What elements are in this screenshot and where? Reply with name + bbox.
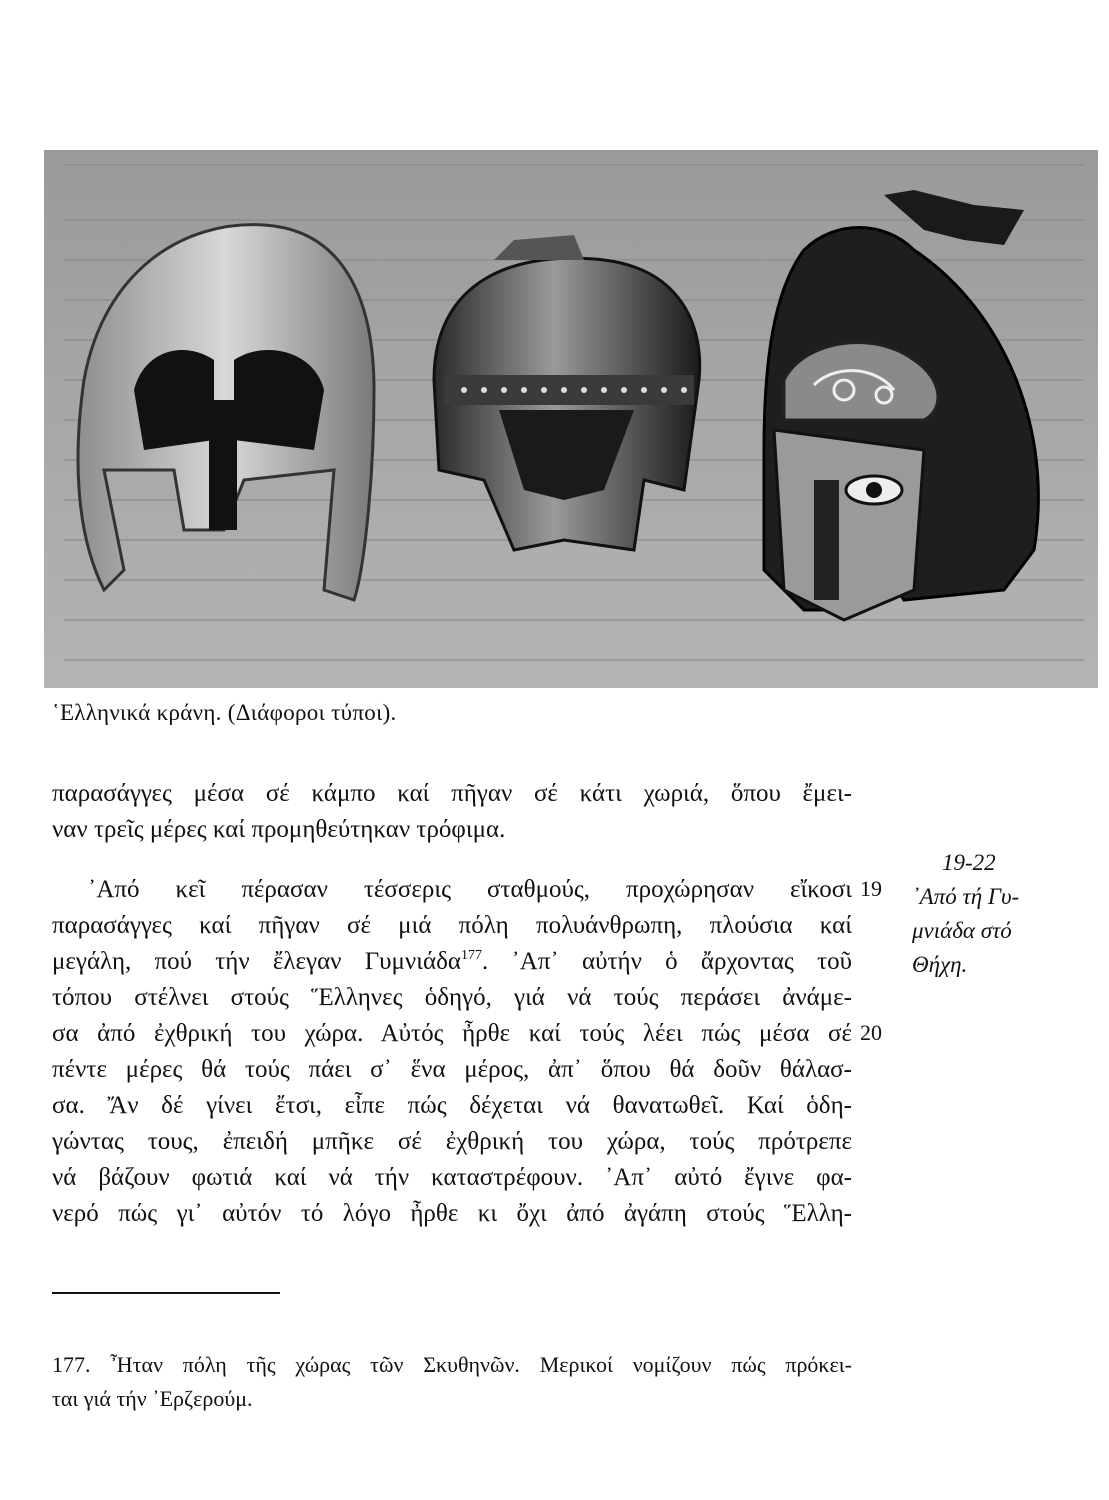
- paragraph-main: [52, 872, 852, 1232]
- text-line: ᾿Από κεῖ πέρασαν τέσσερις σταθμούς, προχώρησαν εἴκοσι: [88, 876, 852, 903]
- text-line: γώντας τους, ἐπειδή μπῆκε σέ ἐχθρική του χώρα, τούς πρότρεπε: [52, 1128, 852, 1155]
- text-line: σα. Ἄν δέ γίνει ἔτσι, εἶπε πώς δέχεται νά θανατωθεῖ. Καί ὁδη-: [52, 1092, 852, 1119]
- footnote-line: ται γιά τήν ᾿Ερζερούμ.: [52, 1386, 253, 1411]
- footnote-line: 177. Ἦταν πόλη τῆς χώρας τῶν Σκυθηνῶν. Μερικοί νομίζουν πώς πρόκει-: [52, 1352, 852, 1377]
- text-line: νερό πώς γι᾿ αὐτόν τό λόγο ἦρθε κι ὄχι ἀπό ἀγάπη στούς Ἕλλη-: [52, 1200, 852, 1227]
- margin-note-range: 19-22: [942, 850, 996, 875]
- text-line: πέντε μέρες θά τούς πάει σ᾿ ἕνα μέρος, ἀπ᾿ ὅπου θά δοῦν θάλασ-: [52, 1056, 852, 1083]
- text-line: παρασάγγες καί πῆγαν σέ μιά πόλη πολυάνθρωπη, πλούσια καί: [52, 912, 852, 939]
- text-line: νά βάζουν φωτιά καί νά τήν καταστρέφουν. ᾿Απ᾿ αὐτό ἔγινε φα-: [52, 1164, 852, 1191]
- paragraph-continuation: [52, 776, 852, 848]
- text-line: τόπου στέλνει στούς Ἕλληνες ὁδηγό, γιά νά τούς περάσει ἀνάμε-: [52, 984, 852, 1011]
- line-number-19: 19: [860, 876, 882, 901]
- footnote-divider: [52, 1292, 280, 1294]
- text-line: ναν τρεῖς μέρες καί προμηθεύτηκαν τρόφιμα.: [52, 816, 506, 843]
- helmets-illustration: [44, 150, 1098, 688]
- helmets-figure: [44, 150, 1098, 688]
- margin-note-line: ᾿Από τή Γυ-: [912, 884, 1020, 909]
- margin-note-line: Θήχη.: [912, 952, 968, 977]
- text-line: [52, 944, 852, 980]
- text-segment: μεγάλη, πού τήν ἔλεγαν Γυμνιάδα: [52, 948, 461, 975]
- footnote: [52, 1348, 852, 1416]
- margin-note-line: μνιάδα στό: [912, 918, 1012, 943]
- text-segment: . ᾿Απ᾿ αὐτήν ὁ ἄρχοντας τοῦ: [481, 948, 852, 975]
- margin-note: [912, 846, 1072, 982]
- footnote-ref: 177: [460, 948, 482, 963]
- text-line: παρασάγγες μέσα σέ κάμπο καί πῆγαν σέ κάτι χωριά, ὅπου ἔμει-: [52, 780, 852, 807]
- text-line: σα ἀπό ἐχθρική του χώρα. Αὐτός ἦρθε καί τούς λέει πώς μέσα σέ: [52, 1020, 852, 1047]
- line-number-20: 20: [860, 1020, 882, 1045]
- figure-caption: ῾Ελληνικά κράνη. (Διάφοροι τύποι).: [52, 700, 397, 725]
